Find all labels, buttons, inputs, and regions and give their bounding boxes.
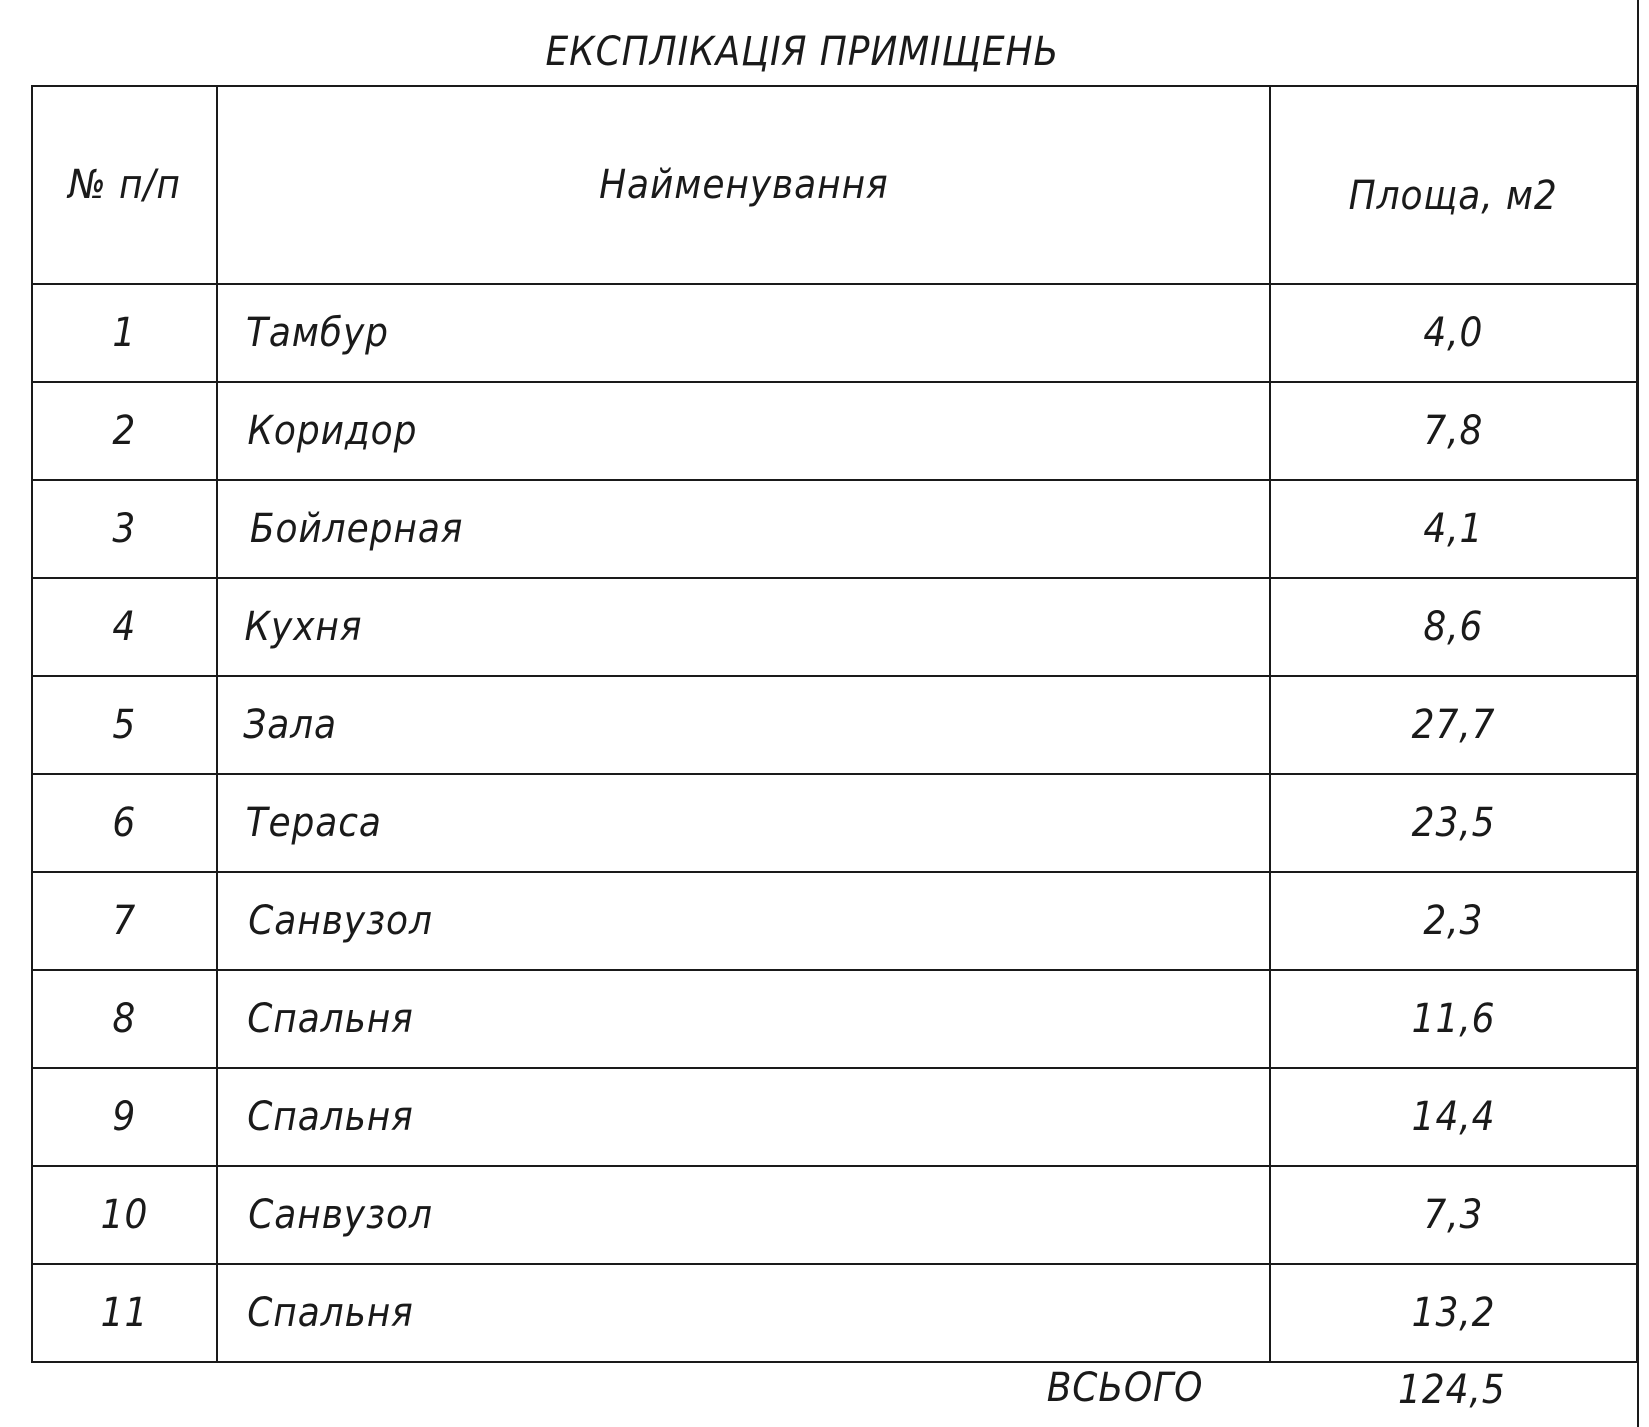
header-number-cell [32, 86, 217, 284]
row-name: Тамбур [245, 310, 389, 356]
row-area: 2,3 [1423, 898, 1484, 944]
row-name: Тераса [245, 800, 382, 846]
row-area: 4,0 [1423, 310, 1484, 356]
row-number-cell [32, 872, 217, 970]
table-row [32, 676, 1637, 774]
row-number-cell [32, 676, 217, 774]
row-number-cell [32, 970, 217, 1068]
row-number-cell [32, 1166, 217, 1264]
row-area: 8,6 [1423, 604, 1484, 650]
row-number: 3 [112, 506, 137, 552]
row-name: Санвузол [248, 1192, 433, 1238]
row-area-cell [1270, 578, 1637, 676]
table-header-row [32, 86, 1637, 284]
row-area-cell [1270, 1166, 1637, 1264]
row-name-cell [217, 382, 1270, 480]
row-name-cell [217, 480, 1270, 578]
row-name: Спальня [247, 996, 414, 1042]
row-number: 10 [100, 1192, 149, 1238]
row-name-cell [217, 1068, 1270, 1166]
row-name: Кухня [244, 604, 363, 650]
row-area-cell [1270, 480, 1637, 578]
header-name-cell [217, 86, 1270, 284]
room-explication-table [31, 85, 1638, 1363]
row-name-cell [217, 872, 1270, 970]
row-name: Спальня [247, 1094, 414, 1140]
row-area-cell [1270, 382, 1637, 480]
row-number-cell [32, 774, 217, 872]
row-area-cell [1270, 774, 1637, 872]
table-row [32, 382, 1637, 480]
total-label-text: ВСЬОГО [1046, 1365, 1204, 1411]
header-area-label: Площа, м2 [1348, 173, 1559, 219]
table-row [32, 578, 1637, 676]
row-area-cell [1270, 872, 1637, 970]
page-title [0, 22, 1605, 82]
row-area: 23,5 [1411, 800, 1496, 846]
row-number: 9 [112, 1094, 137, 1140]
row-area-cell [1270, 676, 1637, 774]
row-number-cell [32, 1068, 217, 1166]
row-name-cell [217, 1166, 1270, 1264]
row-number: 8 [112, 996, 137, 1042]
row-number: 1 [112, 310, 137, 356]
row-area: 14,4 [1411, 1094, 1496, 1140]
row-number: 7 [112, 898, 137, 944]
row-number-cell [32, 480, 217, 578]
row-number-cell [32, 1264, 217, 1362]
table-row [32, 1166, 1637, 1264]
row-area: 4,1 [1423, 506, 1484, 552]
row-name-cell [217, 1264, 1270, 1362]
row-area: 7,3 [1423, 1192, 1484, 1238]
table-row [32, 1264, 1637, 1362]
table-row [32, 872, 1637, 970]
row-number: 4 [112, 604, 137, 650]
row-area-cell [1270, 1264, 1637, 1362]
row-number: 6 [112, 800, 137, 846]
row-name-cell [217, 970, 1270, 1068]
row-name: Зала [243, 702, 338, 748]
row-number-cell [32, 382, 217, 480]
table-row [32, 480, 1637, 578]
row-number-cell [32, 284, 217, 382]
table-row [32, 1068, 1637, 1166]
row-name: Коридор [247, 408, 418, 454]
row-area: 7,8 [1423, 408, 1484, 454]
total-value-text: 124,5 [1397, 1367, 1506, 1413]
row-area: 27,7 [1411, 702, 1496, 748]
row-name: Санвузол [248, 898, 433, 944]
table-row [32, 284, 1637, 382]
row-name: Бойлерная [249, 506, 464, 552]
row-area-cell [1270, 1068, 1637, 1166]
row-number: 2 [112, 408, 137, 454]
header-number-label: № п/п [68, 162, 181, 208]
row-area: 13,2 [1411, 1290, 1496, 1336]
row-name-cell [217, 676, 1270, 774]
row-area: 11,6 [1411, 996, 1496, 1042]
total-label [1038, 1358, 1212, 1418]
row-number: 5 [112, 702, 137, 748]
header-name-label: Найменування [598, 162, 889, 208]
row-name-cell [217, 774, 1270, 872]
total-value [1268, 1360, 1635, 1420]
row-name-cell [217, 578, 1270, 676]
page-title-text: ЕКСПЛІКАЦІЯ ПРИМІЩЕНЬ [545, 29, 1060, 75]
row-area-cell [1270, 970, 1637, 1068]
row-number-cell [32, 578, 217, 676]
header-area-cell [1270, 86, 1637, 284]
row-name-cell [217, 284, 1270, 382]
table-body [32, 86, 1637, 1362]
row-number: 11 [100, 1290, 149, 1336]
table-row [32, 774, 1637, 872]
row-area-cell [1270, 284, 1637, 382]
row-name: Спальня [247, 1290, 414, 1336]
table-row [32, 970, 1637, 1068]
